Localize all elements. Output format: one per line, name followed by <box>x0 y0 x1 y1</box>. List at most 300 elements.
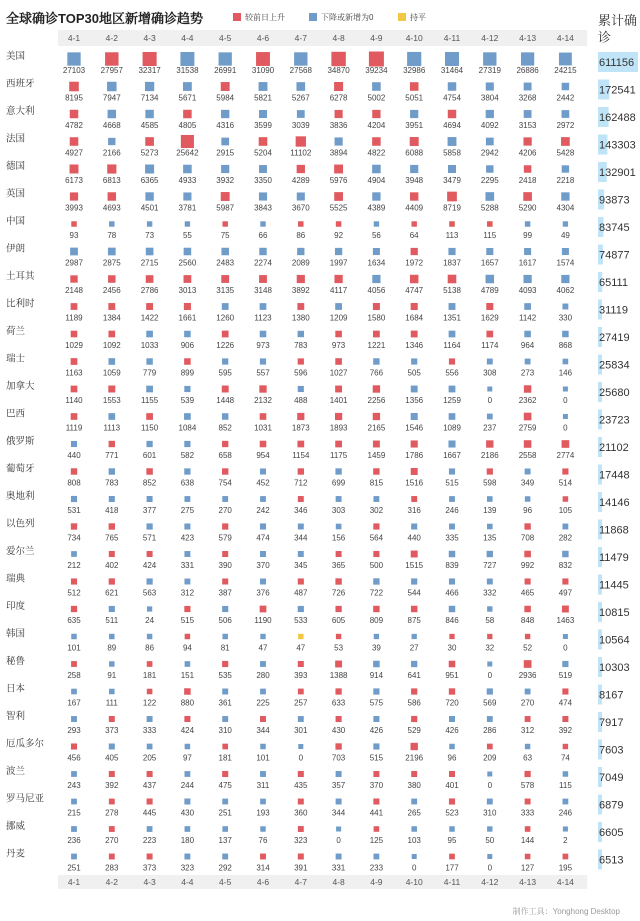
country-label: 挪威 <box>6 821 26 832</box>
cell-value: 1972 <box>405 258 424 268</box>
total-value: 31119 <box>599 304 628 317</box>
cell-value: 333 <box>520 808 535 818</box>
cell-value: 0 <box>563 643 568 653</box>
cell-value: 595 <box>218 368 232 378</box>
heat-cell <box>147 826 153 832</box>
cell-value: 2089 <box>291 258 310 268</box>
cell-value: 488 <box>294 396 308 405</box>
heat-cell <box>410 110 418 118</box>
country-label: 瑞典 <box>6 573 26 585</box>
heat-cell <box>374 221 379 226</box>
heat-cell <box>372 110 380 118</box>
cell-value: 638 <box>180 478 195 488</box>
cell-value: 1119 <box>65 423 83 433</box>
cell-value: 1629 <box>480 313 499 323</box>
total-value: 83745 <box>599 222 630 234</box>
heat-cell <box>221 192 230 201</box>
cell-value: 846 <box>445 616 459 625</box>
cell-value: 708 <box>520 533 535 543</box>
cell-value: 3951 <box>405 121 424 130</box>
cell-value: 1893 <box>329 423 348 433</box>
cell-value: 1837 <box>443 258 461 268</box>
heat-cell <box>411 248 418 255</box>
heat-cell <box>222 744 228 750</box>
cell-value: 1089 <box>443 423 461 433</box>
cell-value: 601 <box>142 451 157 460</box>
heat-cell <box>109 523 115 529</box>
heat-cell <box>222 358 228 364</box>
heat-cell <box>562 606 569 613</box>
cell-value: 430 <box>180 808 195 818</box>
heat-cell <box>298 826 304 832</box>
cell-value: 964 <box>520 341 535 350</box>
country-label: 奥地利 <box>6 491 35 502</box>
heat-cell <box>108 386 115 393</box>
total-value: 8167 <box>599 689 624 702</box>
heat-cell <box>260 634 265 639</box>
cell-value: 5858 <box>443 148 461 158</box>
cell-value: 4789 <box>480 286 499 295</box>
heat-cell <box>184 248 192 256</box>
cell-value: 4389 <box>367 203 386 213</box>
cell-value: 4668 <box>102 121 121 130</box>
cell-value: 1388 <box>329 671 348 680</box>
cell-value: 115 <box>559 781 572 790</box>
cell-value: 4092 <box>480 121 499 130</box>
cell-value: 26991 <box>214 66 237 75</box>
cell-value: 144 <box>520 836 535 845</box>
heat-cell <box>219 52 232 65</box>
heat-cell <box>335 743 341 749</box>
cell-value: 2 <box>563 836 568 845</box>
heat-cell <box>70 248 78 256</box>
heat-cell <box>71 331 78 338</box>
cell-value: 563 <box>142 588 157 598</box>
heat-cell <box>222 303 229 310</box>
cell-value: 6278 <box>329 93 348 103</box>
cell-value: 323 <box>180 863 195 873</box>
cell-value: 3268 <box>518 93 537 103</box>
cell-value: 418 <box>105 506 119 515</box>
cell-value: 193 <box>256 808 270 818</box>
heat-cell <box>563 854 569 860</box>
cell-value: 1226 <box>216 341 235 350</box>
heat-cell <box>109 743 115 749</box>
date-label-top: 4-9 <box>370 33 383 43</box>
heat-cell <box>183 192 191 200</box>
cell-value: 1786 <box>405 451 424 460</box>
cell-value: 292 <box>218 863 232 873</box>
cell-value: 282 <box>558 533 573 543</box>
heat-cell <box>260 441 267 448</box>
heat-cell <box>487 359 493 365</box>
heat-cell <box>335 303 342 310</box>
cell-value: 2274 <box>254 258 272 268</box>
heat-cell <box>524 385 531 392</box>
heat-cell <box>369 52 384 67</box>
heat-cell <box>297 441 304 448</box>
cell-value: 1459 <box>367 451 386 460</box>
cell-value: 2418 <box>518 176 537 185</box>
total-value: 611156 <box>599 57 635 69</box>
total-value: 11479 <box>599 552 629 564</box>
heat-cell <box>449 854 455 860</box>
cell-value: 1142 <box>518 313 537 323</box>
heat-cell <box>445 52 459 66</box>
cell-value: 4782 <box>65 121 83 130</box>
heat-cell <box>525 689 531 695</box>
heat-cell <box>562 248 569 255</box>
cell-value: 3993 <box>65 203 83 213</box>
cell-value: 215 <box>67 808 81 818</box>
heat-cell <box>448 137 457 146</box>
cell-value: 1346 <box>405 341 424 350</box>
heat-cell <box>184 606 190 612</box>
cell-value: 181 <box>142 671 157 680</box>
heat-cell <box>71 413 78 420</box>
heat-cell <box>108 275 116 283</box>
heat-cell <box>372 275 380 283</box>
cell-value: 2936 <box>518 671 537 680</box>
cell-value: 906 <box>180 341 195 350</box>
cell-value: 951 <box>445 671 459 680</box>
heat-cell <box>336 221 341 226</box>
heat-cell <box>373 743 379 749</box>
cell-value: 3153 <box>518 121 537 130</box>
heat-cell <box>260 551 266 557</box>
cell-value: 26886 <box>516 66 539 75</box>
cell-value: 242 <box>256 506 270 515</box>
country-label: 美国 <box>6 51 26 62</box>
heat-cell <box>525 221 531 227</box>
cell-value: 754 <box>218 478 232 488</box>
heat-cell <box>183 165 192 174</box>
heat-cell <box>222 579 228 585</box>
cell-value: 280 <box>256 671 270 680</box>
heat-cell <box>180 52 194 66</box>
heat-cell <box>185 771 191 777</box>
heat-cell <box>449 221 455 227</box>
country-label: 西班牙 <box>6 78 35 90</box>
country-label: 日本 <box>6 683 26 695</box>
cell-value: 2165 <box>367 423 386 433</box>
country-label: 荷兰 <box>6 326 26 337</box>
cell-value: 233 <box>369 863 384 873</box>
heat-cell <box>298 524 304 530</box>
heat-cell <box>483 52 496 65</box>
heat-cell <box>335 441 342 448</box>
cell-value: 105 <box>558 506 573 515</box>
country-label: 葡萄牙 <box>6 463 35 475</box>
cell-value: 456 <box>67 753 81 763</box>
cell-value: 5273 <box>140 148 159 158</box>
heat-cell <box>335 386 342 393</box>
heat-cell <box>108 192 116 200</box>
heat-cell <box>336 799 342 805</box>
heat-cell <box>448 275 457 284</box>
heat-cell <box>298 634 303 639</box>
cell-value: 1661 <box>178 313 197 323</box>
cell-value: 868 <box>558 341 573 350</box>
heat-cell <box>71 441 77 447</box>
cell-value: 1384 <box>102 313 121 323</box>
cell-value: 135 <box>483 533 497 543</box>
cell-value: 727 <box>483 561 497 570</box>
heat-cell <box>335 688 341 694</box>
heat-cell <box>260 744 266 750</box>
cell-value: 246 <box>558 808 573 818</box>
cell-value: 1351 <box>443 313 461 323</box>
heat-cell <box>298 468 304 474</box>
cell-value: 32 <box>485 643 495 653</box>
heat-cell <box>109 551 115 557</box>
heat-cell <box>487 854 492 859</box>
cell-value: 1516 <box>405 478 424 488</box>
heat-cell <box>562 110 570 118</box>
date-footer-band <box>58 875 587 889</box>
cell-value: 332 <box>483 588 497 598</box>
cell-value: 312 <box>520 726 535 735</box>
cell-value: 3479 <box>443 176 461 185</box>
cell-value: 1634 <box>367 258 386 268</box>
heat-cell <box>260 716 266 722</box>
cell-value: 283 <box>105 863 119 873</box>
cell-value: 94 <box>182 643 192 653</box>
cell-value: 243 <box>67 781 81 790</box>
heat-cell <box>523 192 532 201</box>
heat-cell <box>298 799 304 805</box>
cell-value: 4316 <box>216 121 235 130</box>
cell-value: 4117 <box>329 286 348 295</box>
cell-value: 497 <box>558 588 573 598</box>
cell-value: 2774 <box>556 451 575 460</box>
total-value: 6513 <box>599 854 624 867</box>
cell-value: 511 <box>105 616 119 625</box>
cell-value: 393 <box>294 671 308 680</box>
cell-value: 30 <box>447 643 457 653</box>
cell-value: 500 <box>369 561 384 570</box>
cell-value: 127 <box>520 863 535 873</box>
heat-cell <box>521 52 534 65</box>
cell-value: 181 <box>218 753 232 763</box>
cell-value: 314 <box>256 863 270 873</box>
cell-value: 2148 <box>65 286 83 295</box>
heat-cell <box>525 854 531 860</box>
cell-value: 423 <box>180 533 195 543</box>
cell-value: 205 <box>142 753 157 763</box>
cell-value: 487 <box>294 588 308 598</box>
heat-cell <box>107 82 117 92</box>
cell-value: 373 <box>105 726 119 735</box>
cell-value: 331 <box>180 561 195 570</box>
cell-value: 465 <box>520 588 535 598</box>
heat-cell <box>222 689 228 695</box>
cell-value: 5821 <box>254 93 272 103</box>
heat-cell <box>108 358 115 365</box>
heat-cell <box>487 524 493 530</box>
heat-cell <box>256 52 270 66</box>
heat-cell <box>336 771 342 777</box>
cell-value: 765 <box>105 533 119 543</box>
heat-cell <box>181 135 194 148</box>
cell-value: 1667 <box>443 451 461 460</box>
heat-cell <box>143 52 157 66</box>
cell-value: 973 <box>331 341 346 350</box>
cell-value: 387 <box>218 588 232 598</box>
heat-cell <box>563 496 569 502</box>
cell-value: 74 <box>560 753 570 763</box>
heat-cell <box>221 138 229 146</box>
cell-value: 8719 <box>443 203 461 213</box>
heat-cell <box>147 578 153 584</box>
cell-value: 808 <box>67 478 81 488</box>
heat-cell <box>298 221 303 226</box>
cell-value: 3039 <box>291 121 310 130</box>
date-label-top: 4-13 <box>519 33 537 43</box>
heat-cell <box>411 221 416 226</box>
heat-cell <box>108 331 115 338</box>
heat-cell <box>184 303 191 310</box>
cell-value: 380 <box>407 781 421 790</box>
cell-value: 815 <box>369 478 384 488</box>
heat-cell <box>449 716 455 722</box>
cell-value: 24215 <box>554 66 577 75</box>
cell-value: 31464 <box>440 66 464 75</box>
cell-value: 6088 <box>405 148 424 158</box>
heat-cell <box>449 358 455 364</box>
heat-cell <box>259 137 268 146</box>
cell-value: 2560 <box>178 258 197 268</box>
heat-cell <box>373 248 380 255</box>
heat-cell <box>487 744 493 750</box>
heat-cell <box>563 414 568 419</box>
cell-value: 6813 <box>102 176 121 185</box>
cell-value: 3599 <box>254 121 272 130</box>
cell-value: 582 <box>180 451 195 460</box>
cell-value: 2875 <box>102 258 121 268</box>
cell-value: 1164 <box>443 341 461 350</box>
cell-value: 92 <box>334 231 344 240</box>
cell-value: 1029 <box>65 341 83 350</box>
heat-cell <box>298 551 304 557</box>
heat-cell <box>298 386 304 392</box>
heat-cell <box>373 771 379 777</box>
cell-value: 0 <box>487 396 493 405</box>
heat-cell <box>559 53 572 66</box>
cell-value: 809 <box>369 616 384 625</box>
heat-cell <box>373 688 379 694</box>
date-label-bottom: 4-2 <box>105 877 118 887</box>
heat-cell <box>222 221 227 226</box>
heat-cell <box>296 136 306 146</box>
cell-value: 101 <box>67 643 81 653</box>
cell-value: 55 <box>182 231 192 240</box>
cell-value: 5428 <box>556 148 575 158</box>
heat-cell <box>298 716 304 722</box>
cell-value: 137 <box>218 836 232 845</box>
cell-value: 96 <box>523 506 533 515</box>
cell-value: 633 <box>331 698 346 708</box>
cell-value: 848 <box>520 616 535 625</box>
cell-value: 598 <box>483 478 497 488</box>
cell-value: 1155 <box>140 396 159 405</box>
heat-cell <box>298 661 304 667</box>
cell-value: 3836 <box>329 121 348 130</box>
heat-cell <box>486 110 494 118</box>
cell-value: 99 <box>523 231 533 240</box>
cell-value: 2972 <box>556 121 575 130</box>
date-label-top: 4-3 <box>143 33 156 43</box>
heat-cell <box>334 165 343 174</box>
cell-value: 621 <box>105 588 119 598</box>
cell-value: 5267 <box>291 93 310 103</box>
heat-cell <box>71 716 77 722</box>
total-value: 11868 <box>599 524 629 537</box>
cell-value: 86 <box>145 643 155 653</box>
heat-cell <box>260 799 266 805</box>
heat-cell <box>184 716 190 722</box>
heat-cell <box>259 192 267 200</box>
heat-cell <box>374 634 379 639</box>
cell-value: 5525 <box>329 203 348 213</box>
date-label-bottom: 4-4 <box>181 877 194 887</box>
cell-value: 3892 <box>291 286 310 295</box>
heat-cell <box>449 771 455 777</box>
heat-cell <box>146 248 154 256</box>
heat-cell <box>298 331 304 337</box>
date-label-bottom: 4-5 <box>219 877 232 887</box>
cell-value: 5138 <box>443 286 461 295</box>
heat-cell <box>109 854 115 860</box>
heat-cell <box>259 248 266 255</box>
cell-value: 437 <box>142 781 157 790</box>
heat-cell <box>525 716 531 722</box>
date-label-bottom: 4-14 <box>556 877 574 887</box>
cell-value: 641 <box>407 671 421 680</box>
heat-cell <box>411 606 417 612</box>
cell-value: 5976 <box>329 176 348 185</box>
cell-value: 2256 <box>367 396 386 405</box>
heat-cell <box>336 551 342 557</box>
cell-value: 47 <box>296 643 306 653</box>
heat-cell <box>70 110 78 118</box>
cell-value: 81 <box>220 643 230 653</box>
heat-cell <box>525 744 530 749</box>
heat-cell <box>146 358 152 364</box>
cell-value: 349 <box>520 478 535 488</box>
heat-cell <box>70 192 78 200</box>
cell-value: 344 <box>294 533 308 543</box>
heat-cell <box>221 248 229 256</box>
cell-value: 270 <box>218 506 232 515</box>
heat-cell <box>71 854 77 860</box>
heat-cell <box>71 771 77 777</box>
heat-cell <box>147 798 153 804</box>
cell-value: 2558 <box>518 451 537 460</box>
cell-value: 39234 <box>365 66 388 75</box>
heat-cell <box>373 331 380 338</box>
cell-value: 3013 <box>178 286 197 295</box>
cell-value: 514 <box>558 478 573 488</box>
heat-cell <box>71 799 77 805</box>
cell-value: 151 <box>180 671 195 680</box>
heat-cell <box>487 414 493 420</box>
cell-value: 76 <box>258 836 268 845</box>
heat-cell <box>562 578 568 584</box>
cell-value: 992 <box>520 561 535 570</box>
cell-value: 5984 <box>216 93 235 103</box>
cell-value: 1150 <box>140 423 159 433</box>
